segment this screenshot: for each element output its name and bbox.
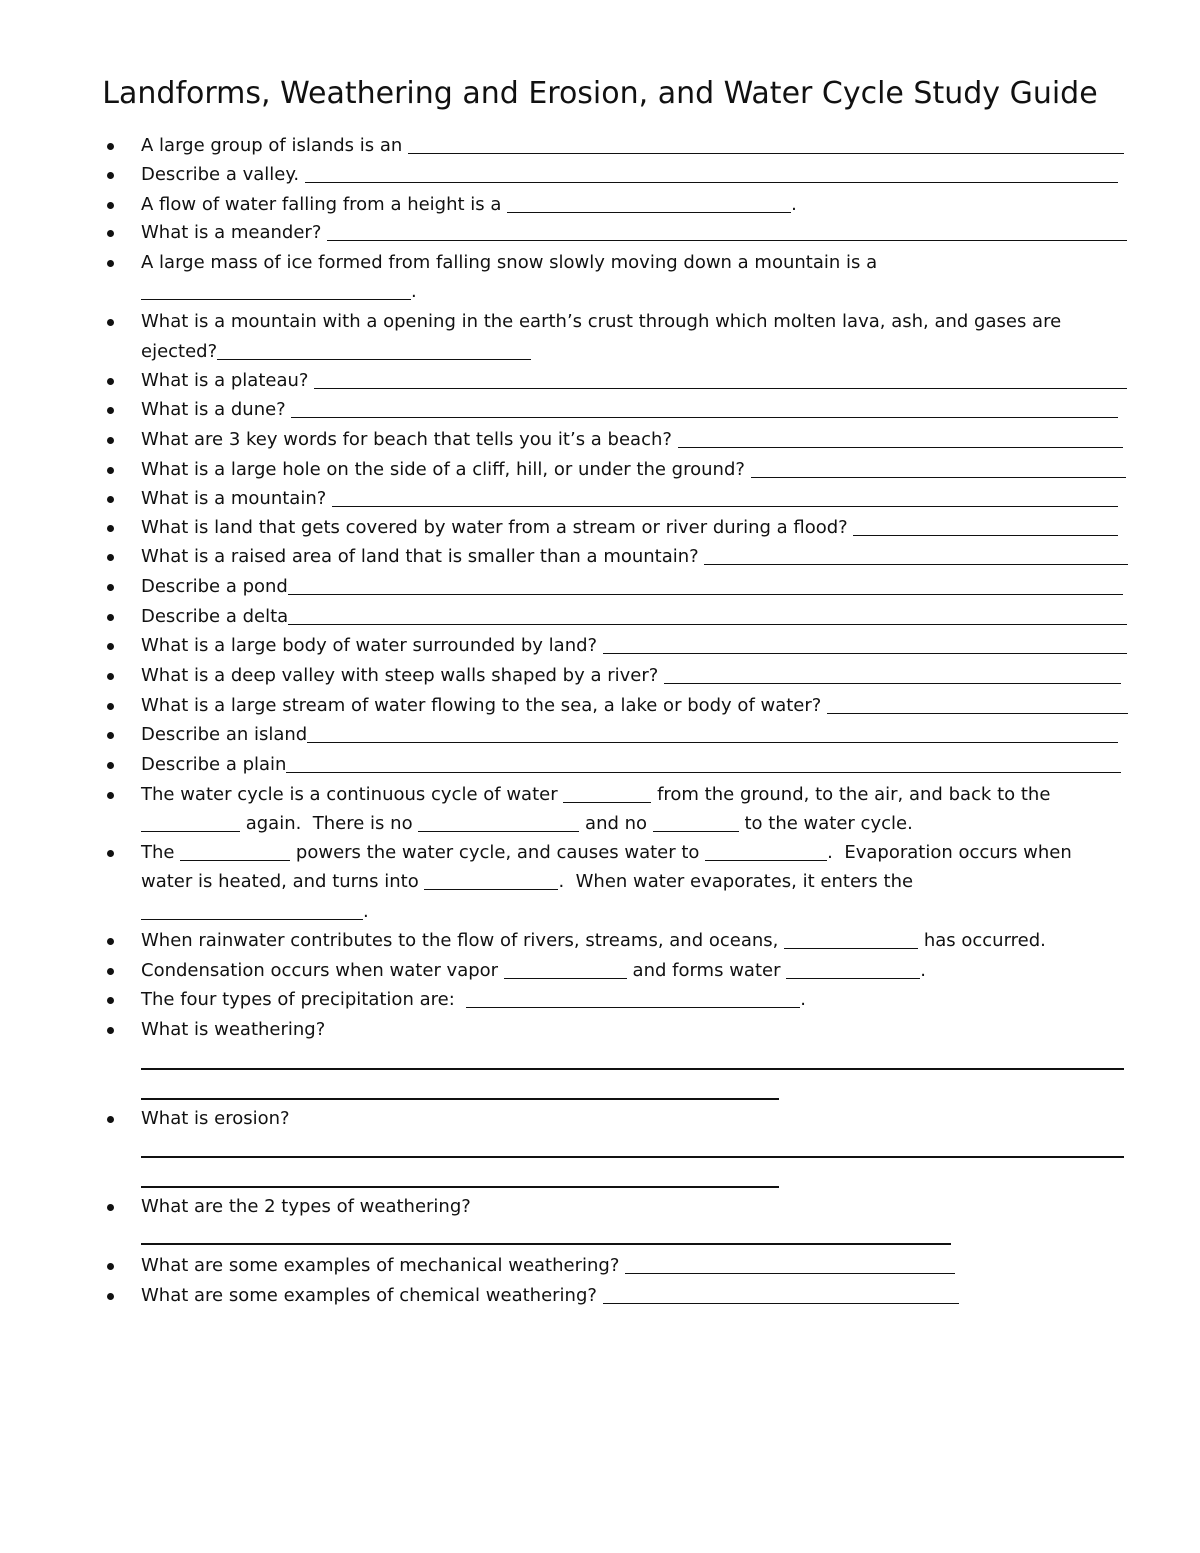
question-water-cycle-definition	[141, 781, 1121, 809]
question-text: What are 3 key words for beach that tells you it’s a beach?	[141, 429, 678, 450]
question-runoff	[141, 927, 1121, 955]
answer-blank[interactable]	[217, 340, 531, 360]
question-text: What is a meander?	[141, 222, 328, 243]
answer-blank[interactable]	[286, 753, 1121, 773]
question-canyon	[141, 662, 1121, 690]
question-text: What is a raised area of land that is smaller than a mountain?	[141, 546, 705, 567]
bullet	[105, 1252, 115, 1280]
question-precipitation	[141, 986, 1041, 1014]
question-water-cycle-definition-cont	[141, 810, 1041, 838]
question-text: What are the 2 types of weathering?	[141, 1196, 471, 1217]
question-sun-evaporation-answer	[141, 898, 441, 926]
question-glacier	[141, 249, 1121, 277]
answer-blank[interactable]	[603, 1284, 959, 1304]
punctuation: .	[800, 989, 806, 1010]
question-hill	[141, 543, 1128, 571]
question-mechanical-weathering	[141, 1252, 955, 1280]
question-text: ejected?	[141, 341, 218, 362]
answer-blank[interactable]	[141, 1156, 1124, 1158]
question-chemical-weathering	[141, 1282, 959, 1310]
answer-blank[interactable]	[327, 221, 1127, 241]
question-text: . When water evaporates, it enters the	[558, 871, 914, 892]
question-archipelago	[141, 132, 1124, 160]
bullet	[105, 219, 115, 247]
answer-blank[interactable]	[332, 487, 1118, 507]
answer-blank[interactable]	[678, 428, 1123, 448]
question-text: What is a plateau?	[141, 370, 315, 391]
question-text: What is a deep valley with steep walls shaped by a river?	[141, 665, 665, 686]
bullet	[105, 308, 115, 336]
question-text: Describe a plain	[141, 754, 287, 775]
answer-blank[interactable]	[704, 545, 1128, 565]
question-text: What are some examples of chemical weathering?	[141, 1285, 603, 1306]
bullet	[105, 632, 115, 660]
question-condensation	[141, 957, 1041, 985]
question-text: What is erosion?	[141, 1108, 290, 1129]
bullet	[105, 161, 115, 189]
bullet	[105, 426, 115, 454]
question-text: The four types of precipitation are:	[141, 989, 467, 1010]
question-text: has occurred.	[918, 930, 1046, 951]
question-beach	[141, 426, 1123, 454]
answer-blank[interactable]	[418, 812, 579, 832]
bullet	[105, 781, 115, 809]
answer-blank[interactable]	[653, 812, 739, 832]
answer-blank[interactable]	[603, 634, 1127, 654]
question-text: What is a mountain with a opening in the earth’s crust through which molten lava, ash, and gases are	[141, 311, 1062, 332]
answer-blank[interactable]	[141, 812, 240, 832]
question-weathering	[141, 1016, 1041, 1044]
question-text: Describe a valley.	[141, 164, 305, 185]
bullet	[105, 367, 115, 395]
bullet	[105, 396, 115, 424]
question-dune	[141, 396, 1118, 424]
bullet	[105, 514, 115, 542]
question-waterfall	[141, 191, 841, 219]
question-text: Condensation occurs when water vapor	[141, 960, 504, 981]
question-text: to the water cycle.	[738, 813, 913, 834]
answer-blank[interactable]	[307, 723, 1118, 743]
answer-blank[interactable]	[424, 870, 558, 890]
answer-blank[interactable]	[664, 664, 1121, 684]
answer-blank[interactable]	[853, 516, 1118, 536]
bullet	[105, 957, 115, 985]
question-text: What is a mountain?	[141, 488, 333, 509]
question-plateau	[141, 367, 1127, 395]
bullet	[105, 662, 115, 690]
question-river	[141, 692, 1128, 720]
question-text: Describe a pond	[141, 576, 288, 597]
answer-blank[interactable]	[141, 1186, 779, 1188]
question-text: A large mass of ice formed from falling snow slowly moving down a mountain is a	[141, 252, 878, 273]
question-lake	[141, 632, 1127, 660]
bullet	[105, 751, 115, 779]
bullet	[105, 927, 115, 955]
question-text: What is land that gets covered by water from a stream or river during a flood?	[141, 517, 854, 538]
answer-blank[interactable]	[784, 929, 918, 949]
punctuation: .	[363, 901, 369, 922]
punctuation: .	[791, 194, 797, 215]
question-mountain	[141, 485, 1118, 513]
answer-blank[interactable]	[625, 1254, 955, 1274]
question-meander	[141, 219, 1127, 247]
punctuation: .	[411, 281, 417, 302]
question-sun-evaporation	[141, 839, 1121, 867]
punctuation: .	[920, 960, 926, 981]
answer-blank[interactable]	[305, 163, 1118, 183]
bullet	[105, 1105, 115, 1133]
answer-blank[interactable]	[141, 1098, 779, 1100]
question-text: What is a large hole on the side of a cliff, hill, or under the ground?	[141, 459, 751, 480]
question-cave	[141, 456, 1126, 484]
bullet	[105, 1016, 115, 1044]
question-text: The water cycle is a continuous cycle of water	[141, 784, 564, 805]
bullet	[105, 456, 115, 484]
bullet	[105, 986, 115, 1014]
bullet	[105, 603, 115, 631]
question-delta	[141, 603, 1127, 631]
question-text: and no	[579, 813, 653, 834]
answer-blank[interactable]	[141, 1068, 1124, 1070]
answer-blank[interactable]	[180, 841, 290, 861]
question-text: Describe an island	[141, 724, 308, 745]
question-text: What is weathering?	[141, 1019, 326, 1040]
question-volcano	[141, 308, 1121, 336]
bullet	[105, 721, 115, 749]
answer-blank[interactable]	[507, 193, 791, 213]
question-erosion	[141, 1105, 1041, 1133]
bullet	[105, 692, 115, 720]
answer-blank[interactable]	[288, 605, 1127, 625]
bullet	[105, 543, 115, 571]
answer-blank[interactable]	[314, 369, 1127, 389]
question-text: . Evaporation occurs when	[827, 842, 1072, 863]
bullet	[105, 573, 115, 601]
answer-blank[interactable]	[504, 959, 627, 979]
question-text: What is a large body of water surrounded by land?	[141, 635, 603, 656]
question-text: The	[141, 842, 181, 863]
answer-blank[interactable]	[751, 458, 1126, 478]
question-pond	[141, 573, 1123, 601]
bullet	[105, 485, 115, 513]
question-volcano-answer	[141, 338, 531, 366]
question-text: from the ground, to the air, and back to the	[651, 784, 1051, 805]
question-weathering-types	[141, 1193, 1041, 1221]
question-text: A flow of water falling from a height is a	[141, 194, 508, 215]
question-island	[141, 721, 1118, 749]
answer-blank[interactable]	[408, 134, 1124, 154]
question-text: Describe a delta	[141, 606, 289, 627]
answer-blank[interactable]	[141, 280, 411, 300]
answer-blank[interactable]	[141, 900, 363, 920]
answer-blank[interactable]	[288, 575, 1123, 595]
answer-blank[interactable]	[827, 694, 1128, 714]
question-text: again. There is no	[240, 813, 419, 834]
bullet	[105, 1282, 115, 1310]
page-title: Landforms, Weathering and Erosion, and Water Cycle Study Guide	[102, 76, 1098, 111]
answer-blank[interactable]	[291, 398, 1118, 418]
answer-blank[interactable]	[563, 783, 651, 803]
question-sun-evaporation-cont	[141, 868, 1041, 896]
answer-blank[interactable]	[705, 841, 827, 861]
question-plain	[141, 751, 1121, 779]
answer-blank[interactable]	[466, 988, 800, 1008]
question-text: What are some examples of mechanical weathering?	[141, 1255, 626, 1276]
question-text: water is heated, and turns into	[141, 871, 425, 892]
question-text: When rainwater contributes to the flow of rivers, streams, and oceans,	[141, 930, 785, 951]
question-valley	[141, 161, 1118, 189]
bullet	[105, 1193, 115, 1221]
question-text: What is a large stream of water flowing to the sea, a lake or body of water?	[141, 695, 828, 716]
bullet	[105, 132, 115, 160]
question-text: What is a dune?	[141, 399, 292, 420]
question-floodplain	[141, 514, 1118, 542]
bullet	[105, 839, 115, 867]
answer-blank[interactable]	[141, 1243, 951, 1245]
question-text: A large group of islands is an	[141, 135, 409, 156]
answer-blank[interactable]	[786, 959, 920, 979]
bullet	[105, 249, 115, 277]
question-text: powers the water cycle, and causes water to	[290, 842, 706, 863]
bullet	[105, 191, 115, 219]
question-text: and forms water	[626, 960, 787, 981]
question-glacier-answer	[141, 278, 541, 306]
